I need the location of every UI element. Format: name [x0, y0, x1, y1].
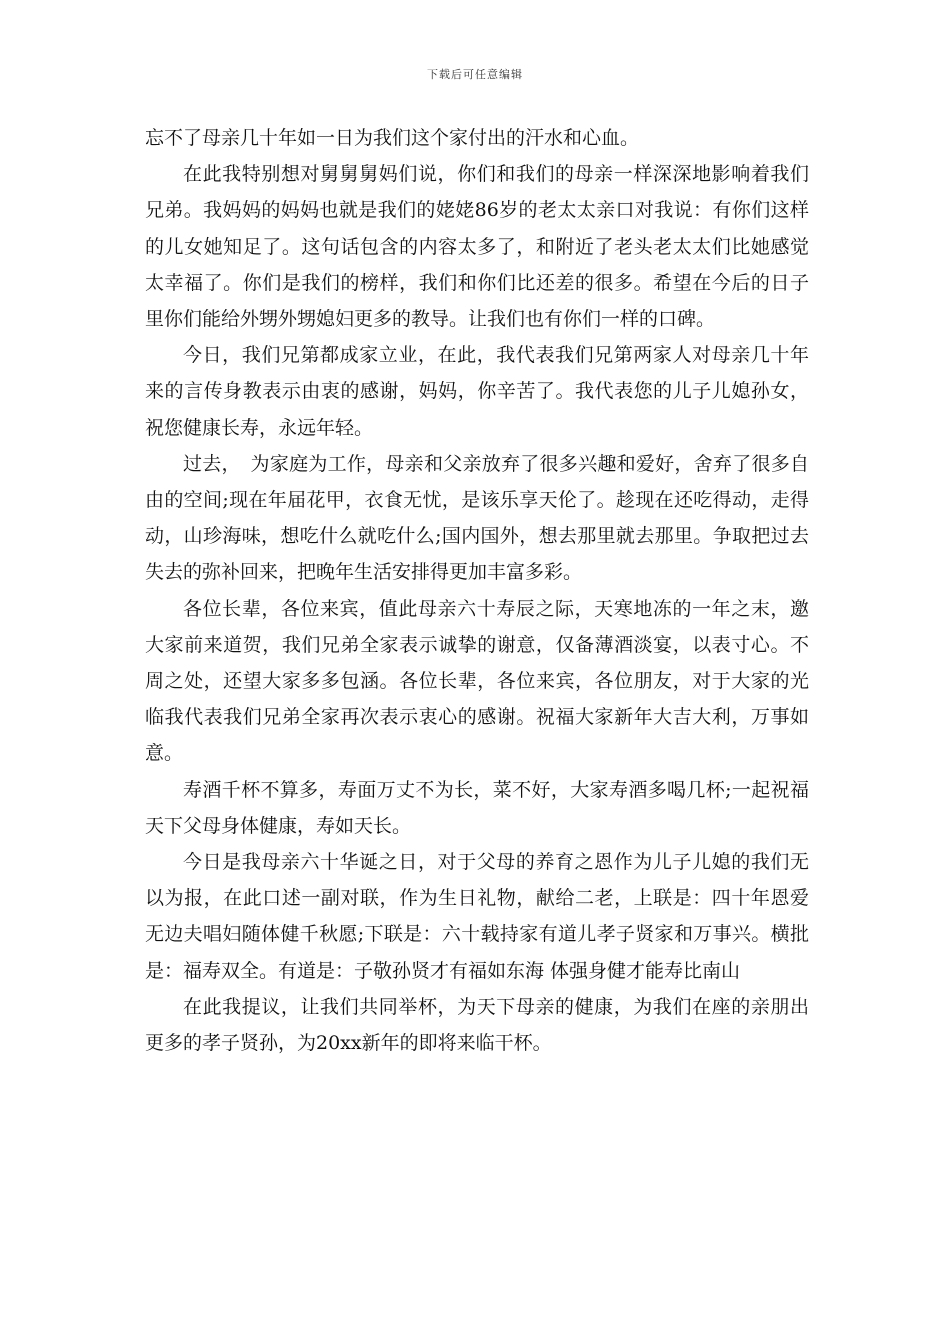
paragraph-1: 忘不了母亲几十年如一日为我们这个家付出的汗水和心血。 [145, 127, 640, 149]
document-body [145, 120, 809, 1061]
paragraph-6: 寿酒千杯不算多，寿面万丈不为长，菜不好，大家寿酒多喝几杯;一起祝福天下父母身体健康，寿如天长。 [145, 778, 809, 837]
paragraph-5: 各位长辈，各位来宾，值此母亲六十寿辰之际，天寒地冻的一年之末，邀大家前来道贺，我们兄弟全家表示诚挚的谢意，仅备薄酒淡宴，以表寸心。不周之处，还望大家多多包涵。各位长辈，各位来宾，各位朋友，对于大家的光临我代表我们兄弟全家再次表示衷心的感谢。祝福大家新年大吉大利，万事如意。 [145, 597, 809, 765]
paragraph-4: 过去， 为家庭为工作，母亲和父亲放弃了很多兴趣和爱好，舍弃了很多自由的空间;现在年届花甲，衣食无忧，是该乐享天伦了。趁现在还吃得动，走得动，山珍海味，想吃什么就吃什么;国内国外，想去那里就去那里。争取把过去失去的弥补回来，把晚年生活安排得更加丰富多彩。 [145, 452, 809, 584]
page-header: 下载后可任意编辑 [427, 68, 523, 81]
paragraph-3: 今日，我们兄第都成家立业，在此，我代表我们兄第两家人对母亲几十年来的言传身教表示由衷的感谢，妈妈，你辛苦了。我代表您的儿子儿媳孙女，祝您健康长寿，永远年轻。 [145, 344, 809, 439]
paragraph-2: 在此我特别想对舅舅舅妈们说，你们和我们的母亲一样深深地影响着我们兄弟。我妈妈的妈妈也就是我们的姥姥86岁的老太太亲口对我说：有你们这样的儿女她知足了。这句话包含的内容太多了，和附近了老头老太太们比她感觉太幸福了。你们是我们的榜样，我们和你们比还差的很多。希望在今后的日子里你们能给外甥外甥媳妇更多的教导。让我们也有你们一样的口碑。 [145, 163, 809, 331]
paragraph-7: 今日是我母亲六十华诞之日，对于父母的养育之恩作为儿子儿媳的我们无以为报，在此口述一副对联，作为生日礼物，献给二老，上联是：四十年恩爱无边夫唱妇随体健千秋愿;下联是：六十载持家有道儿孝子贤家和万事兴。横批是：福寿双全。有道是：子敬孙贤才有福如东海 体强身健才能寿比南山 [145, 851, 809, 982]
paragraph-8: 在此我提议，让我们共同举杯，为天下母亲的健康，为我们在座的亲朋出更多的孝子贤孙，为20xx新年的即将来临干杯。 [145, 995, 809, 1055]
